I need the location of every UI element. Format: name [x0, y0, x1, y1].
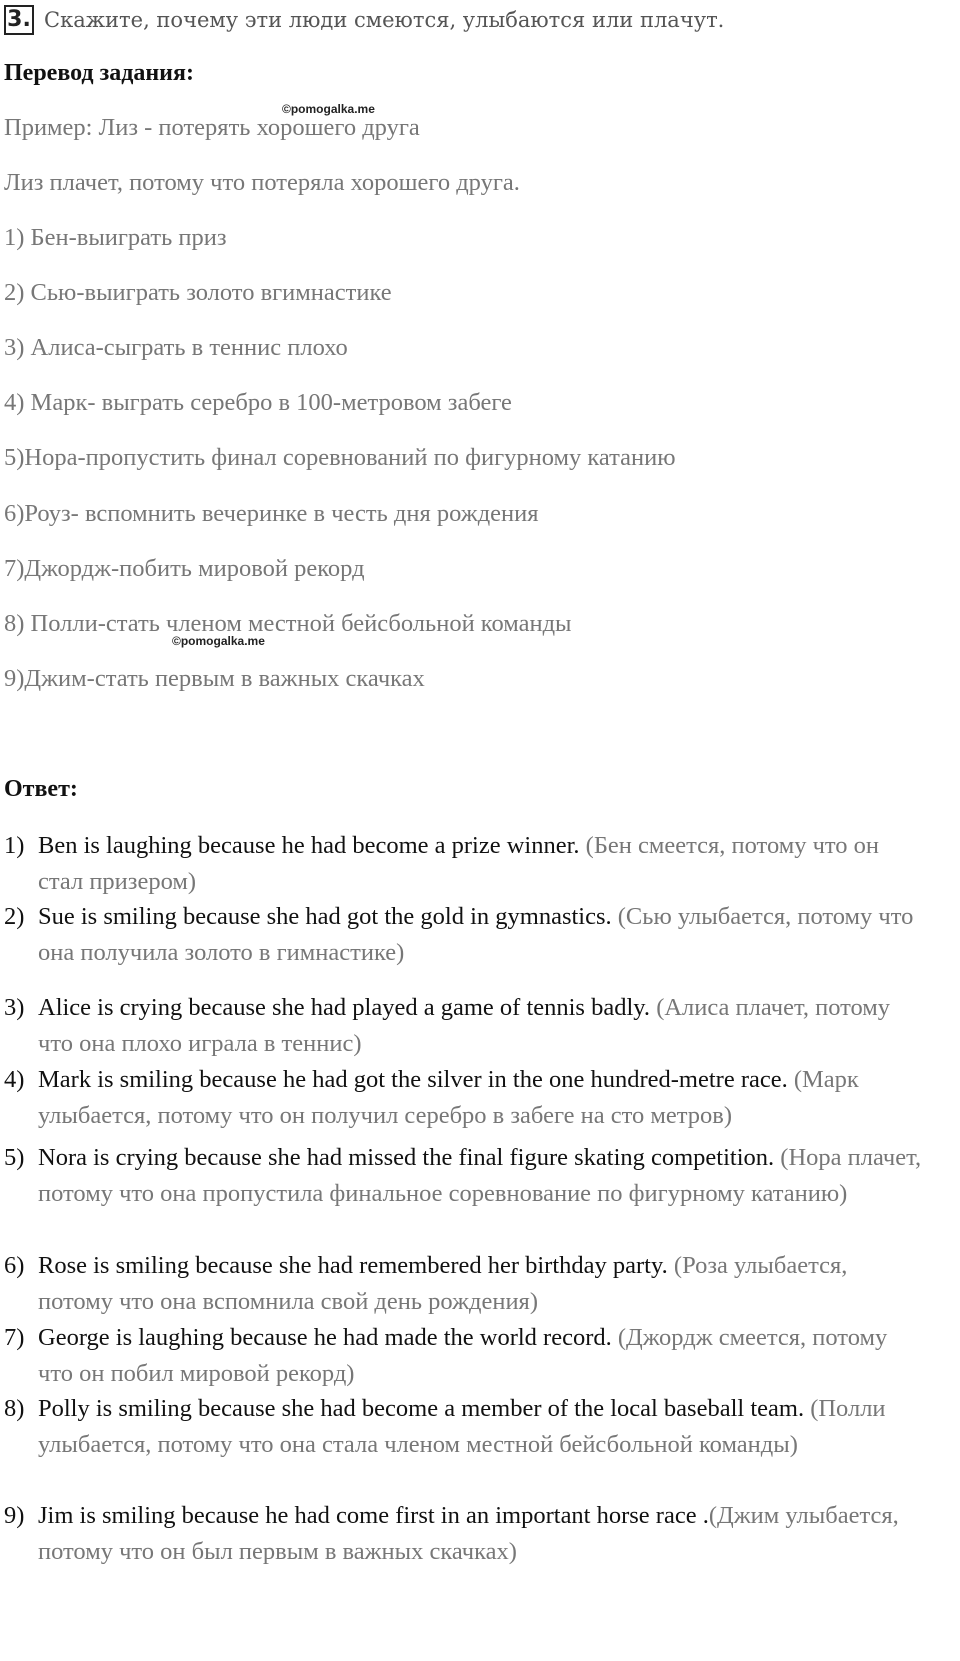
answer-russian: (Алиса плачет, потому что она плохо играла в теннис)	[38, 994, 891, 1057]
translation-heading: Перевод задания:	[4, 60, 194, 86]
translation-line: 4) Марк- выграть серебро в 100-метровом забеге	[4, 389, 512, 416]
answer-item	[4, 1320, 924, 1392]
answer-number: 2)	[4, 903, 25, 930]
translation-line: Лиз плачет, потому что потеряла хорошего друга.	[4, 169, 520, 196]
task-instruction: Скажите, почему эти люди смеются, улыбаются или плачут.	[44, 8, 725, 32]
translation-line: 9)Джим-стать первым в важных скачках	[4, 665, 425, 692]
answer-english: Mark is smiling because he had got the silver in the one hundred-metre race.	[38, 1066, 788, 1093]
answer-english: Ben is laughing because he had become a prize winner.	[38, 832, 580, 859]
watermark: ©pomogalka.me	[172, 634, 265, 648]
answer-russian: (Марк улыбается, потому что он получил серебро в забеге на сто метров)	[38, 1066, 859, 1129]
answer-item	[4, 828, 924, 900]
answer-english: Jim is smiling because he had come first in an important horse race .	[38, 1502, 709, 1529]
answer-heading: Ответ:	[4, 776, 78, 802]
watermark: ©pomogalka.me	[282, 102, 375, 116]
answer-english: Sue is smiling because she had got the gold in gymnastics.	[38, 903, 612, 930]
answer-russian: (Полли улыбается, потому что она стала членом местной бейсбольной команды)	[38, 1395, 886, 1458]
answer-english: George is laughing because he had made the world record.	[38, 1324, 612, 1351]
task-number-box: 3.	[4, 5, 34, 35]
answer-item	[4, 1062, 924, 1134]
answer-item	[4, 1498, 924, 1570]
answer-english: Polly is smiling because she had become a member of the local baseball team.	[38, 1395, 805, 1422]
translation-line: 3) Алиса-сыграть в теннис плохо	[4, 334, 348, 361]
translation-line: 2) Сью-выиграть золото вгимнастике	[4, 279, 392, 306]
answer-number: 8)	[4, 1395, 25, 1422]
answer-number: 9)	[4, 1502, 25, 1529]
answer-english: Nora is crying because she had missed the final figure skating competition.	[38, 1144, 775, 1171]
translation-line: 6)Роуз- вспомнить вечеринке в честь дня рождения	[4, 500, 539, 527]
answer-number: 6)	[4, 1252, 25, 1279]
translation-line: Пример: Лиз - потерять хорошего друга	[4, 114, 420, 141]
answer-number: 1)	[4, 832, 25, 859]
task-header	[4, 4, 724, 36]
answer-item	[4, 1391, 924, 1463]
answer-number: 5)	[4, 1144, 25, 1171]
answer-russian: (Джордж смеется, потому что он побил мировой рекорд)	[38, 1324, 888, 1387]
answer-russian: (Сью улыбается, потому что она получила золото в гимнастике)	[38, 903, 914, 966]
answer-russian: (Роза улыбается, потому что она вспомнила свой день рождения)	[38, 1252, 848, 1315]
answer-number: 7)	[4, 1324, 25, 1351]
answer-item	[4, 1248, 924, 1320]
answer-russian: (Бен смеется, потому что он стал призером)	[38, 832, 880, 895]
answer-english: Alice is crying because she had played a game of tennis badly.	[38, 994, 651, 1021]
answer-russian: (Джим улыбается, потому что он был первым в важных скачках)	[38, 1502, 899, 1565]
answer-item	[4, 899, 924, 971]
answer-item	[4, 990, 924, 1062]
translation-line: 5)Нора-пропустить финал соревнований по фигурному катанию	[4, 444, 676, 471]
translation-line: 1) Бен-выиграть приз	[4, 224, 227, 251]
answer-english: Rose is smiling because she had remembered her birthday party.	[38, 1252, 668, 1279]
translation-line: 7)Джордж-побить мировой рекорд	[4, 555, 365, 582]
answer-number: 3)	[4, 994, 25, 1021]
answer-item	[4, 1140, 924, 1212]
answer-russian: (Нора плачет, потому что она пропустила финальное соревнование по фигурному катанию)	[38, 1144, 922, 1207]
answer-number: 4)	[4, 1066, 25, 1093]
translation-line: 8) Полли-стать членом местной бейсбольной команды	[4, 610, 572, 637]
